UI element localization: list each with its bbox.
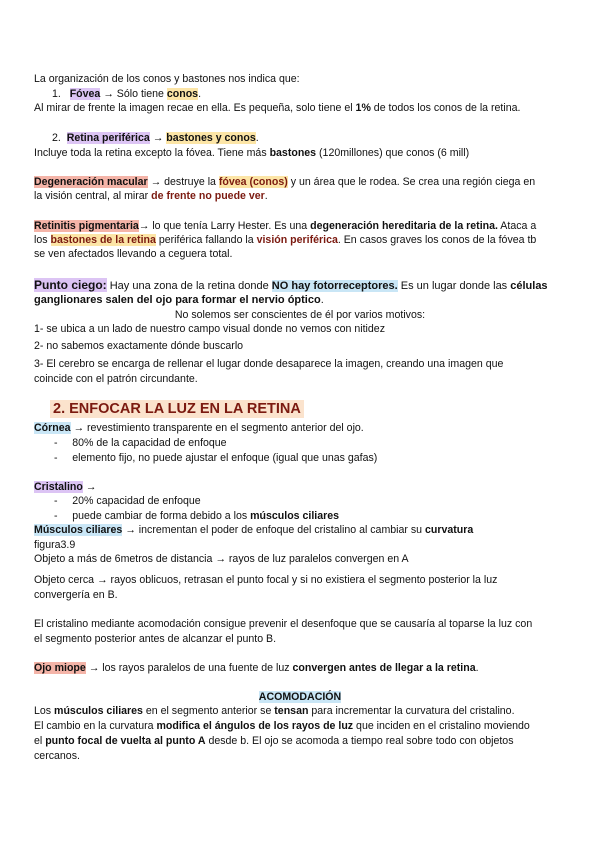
degeneracion-macular-line1: Degeneración macular → destruye la fóvea (conos) y un área que le rodea. Se crea una región ciega en bbox=[34, 176, 536, 188]
cornea-line: Córnea → revestimiento transparente en el segmento anterior del ojo. bbox=[34, 422, 364, 434]
cristalino-bullet-1: - 20% capacidad de enfoque bbox=[54, 495, 201, 507]
motivo-2: 2- no sabemos exactamente dónde buscarlo bbox=[34, 340, 244, 352]
acomodacion-intro-line1: El cristalino mediante acomodación consigue prevenir el desenfoque que se causaría al toparse la luz con bbox=[34, 618, 533, 630]
punto-ciego-line1: Punto ciego: Hay una zona de la retina donde NO hay fotorreceptores. Es un lugar donde las células bbox=[34, 278, 548, 292]
punto-ciego-motivos: No solemos ser conscientes de él por varios motivos: bbox=[174, 309, 426, 321]
intro-text: La organización de los conos y bastones nos indica que: bbox=[34, 73, 300, 85]
motivo-3-line2: coincide con el patrón circundante. bbox=[34, 373, 198, 385]
section-heading: 2. ENFOCAR LA LUZ EN LA RETINA bbox=[50, 400, 304, 418]
ojo-miope-line: Ojo miope → los rayos paralelos de una fuente de luz convergen antes de llegar a la retina. bbox=[34, 662, 479, 674]
musculos-ciliares-line: Músculos ciliares → incrementan el poder de enfoque del cristalino al cambiar su curvatura bbox=[34, 524, 474, 536]
acomodacion-line4: cercanos. bbox=[34, 750, 80, 762]
punto-ciego-line2: ganglionares salen del ojo para formar el nervio óptico. bbox=[34, 294, 324, 306]
acomodacion-line3: el punto focal de vuelta al punto A desde b. El ojo se acomoda a tiempo real sobre todo con objetos bbox=[34, 735, 514, 747]
cornea-bullet-2: - elemento fijo, no puede ajustar el enfoque (igual que unas gafas) bbox=[54, 452, 378, 464]
retinitis-line1: Retinitis pigmentaria→ lo que tenía Larry Hester. Es una degeneración hereditaria de la retina. Ataca a bbox=[34, 220, 537, 232]
objeto-cerca-line1: Objeto cerca → rayos oblicuos, retrasan el punto focal y si no existiera el segmento posterior la luz bbox=[34, 574, 498, 586]
motivo-3-line1: 3- El cerebro se encarga de rellenar el lugar donde desaparece la imagen, creando una imagen que bbox=[34, 358, 504, 370]
cornea-bullet-1: - 80% de la capacidad de enfoque bbox=[54, 437, 227, 449]
retinitis-line2: los bastones de la retina periférica fallando la visión periférica. En casos graves los conos de la fóvea tb bbox=[34, 234, 537, 246]
retina-periferica-description: Incluye toda la retina excepto la fóvea. Tiene más bastones (120millones) que conos (6 mill) bbox=[34, 147, 470, 159]
figura-reference: figura3.9 bbox=[34, 539, 76, 551]
acomodacion-intro-line2: el segmento posterior antes de alcanzar el punto B. bbox=[34, 633, 277, 645]
objeto-cerca-line2: convergería en B. bbox=[34, 589, 118, 601]
acomodacion-heading: ACOMODACIÓN bbox=[258, 691, 342, 703]
acomodacion-line2: El cambio en la curvatura modifica el ángulos de los rayos de luz que inciden en el cristalino moviendo bbox=[34, 720, 530, 732]
objeto-lejos: Objeto a más de 6metros de distancia → rayos de luz paralelos convergen en A bbox=[34, 553, 409, 565]
motivo-1: 1- se ubica a un lado de nuestro campo visual donde no vemos con nitidez bbox=[34, 323, 385, 335]
list-item-fovea: 1. Fóvea → Sólo tiene conos. bbox=[52, 88, 202, 100]
acomodacion-line1: Los músculos ciliares en el segmento anterior se tensan para incrementar la curvatura del cristalino. bbox=[34, 705, 515, 717]
cristalino-line: Cristalino → bbox=[34, 481, 97, 493]
cristalino-bullet-2: - puede cambiar de forma debido a los músculos ciliares bbox=[54, 510, 340, 522]
degeneracion-macular-line2: la visión central, al mirar de frente no puede ver. bbox=[34, 190, 268, 202]
list-item-retina-periferica: 2. Retina periférica → bastones y conos. bbox=[52, 132, 259, 144]
fovea-description: Al mirar de frente la imagen recae en ella. Es pequeña, solo tiene el 1% de todos los conos de la retina. bbox=[34, 102, 521, 114]
retinitis-line3: se ven afectados llevando a ceguera total. bbox=[34, 248, 233, 260]
